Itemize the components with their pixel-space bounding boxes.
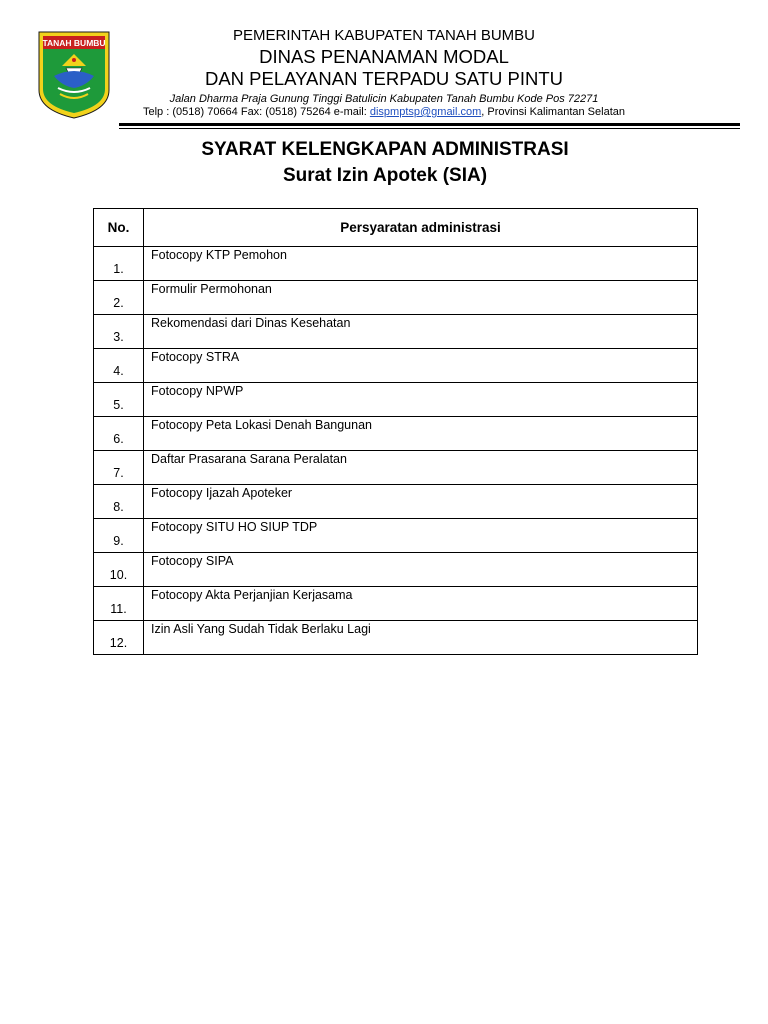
row-requirement: Fotocopy SIPA [144,553,698,587]
regency-emblem-logo [36,30,112,120]
row-number: 3. [94,315,144,349]
contact-province: , Provinsi Kalimantan Selatan [481,106,625,118]
header-divider-thin [119,128,740,129]
row-requirement: Daftar Prasarana Sarana Peralatan [144,451,698,485]
table-row [94,451,698,485]
row-requirement: Fotocopy Akta Perjanjian Kerjasama [144,587,698,621]
office-address: Jalan Dharma Praja Gunung Tinggi Batulicin Kabupaten Tanah Bumbu Kode Pos 72271 [169,93,599,105]
row-number: 10. [94,553,144,587]
column-header-number: No. [94,209,144,247]
row-requirement: Izin Asli Yang Sudah Tidak Berlaku Lagi [144,621,698,655]
contact-info [112,105,656,119]
document-title: SYARAT KELENGKAPAN ADMINISTRASI [201,139,569,160]
row-requirement: Fotocopy KTP Pemohon [144,247,698,281]
column-header-requirement: Persyaratan administrasi [144,209,698,247]
email-link[interactable]: dispmptsp@gmail.com [369,106,482,118]
contact-phone-fax: Telp : (0518) 70664 Fax: (0518) 75264 e-mail: [143,106,370,118]
table-row [94,281,698,315]
row-number: 4. [94,349,144,383]
table-row [94,247,698,281]
agency-name-line1: DINAS PENANAMAN MODAL [259,46,509,67]
row-number: 7. [94,451,144,485]
table-row [94,417,698,451]
table-row [94,621,698,655]
requirements-table [93,208,698,655]
table-row [94,383,698,417]
document-subtitle: Surat Izin Apotek (SIA) [282,165,488,186]
row-requirement: Formulir Permohonan [144,281,698,315]
row-number: 1. [94,247,144,281]
header-divider-thick [119,123,740,126]
government-name: PEMERINTAH KABUPATEN TANAH BUMBU [233,27,535,44]
row-requirement: Fotocopy SITU HO SIUP TDP [144,519,698,553]
table-row [94,485,698,519]
agency-name-line2: DAN PELAYANAN TERPADU SATU PINTU [204,68,564,89]
row-requirement: Rekomendasi dari Dinas Kesehatan [144,315,698,349]
logo-text: TANAH BUMBU [42,38,106,48]
table-row [94,349,698,383]
letterhead [0,0,768,132]
row-number: 6. [94,417,144,451]
table-row [94,315,698,349]
row-number: 9. [94,519,144,553]
row-number: 5. [94,383,144,417]
row-number: 12. [94,621,144,655]
table-header-row [94,209,698,247]
row-number: 2. [94,281,144,315]
letterhead-text [120,26,648,106]
row-requirement: Fotocopy STRA [144,349,698,383]
row-requirement: Fotocopy Ijazah Apoteker [144,485,698,519]
row-requirement: Fotocopy NPWP [144,383,698,417]
row-requirement: Fotocopy Peta Lokasi Denah Bangunan [144,417,698,451]
row-number: 11. [94,587,144,621]
table-row [94,587,698,621]
row-number: 8. [94,485,144,519]
table-row [94,519,698,553]
table-row [94,553,698,587]
